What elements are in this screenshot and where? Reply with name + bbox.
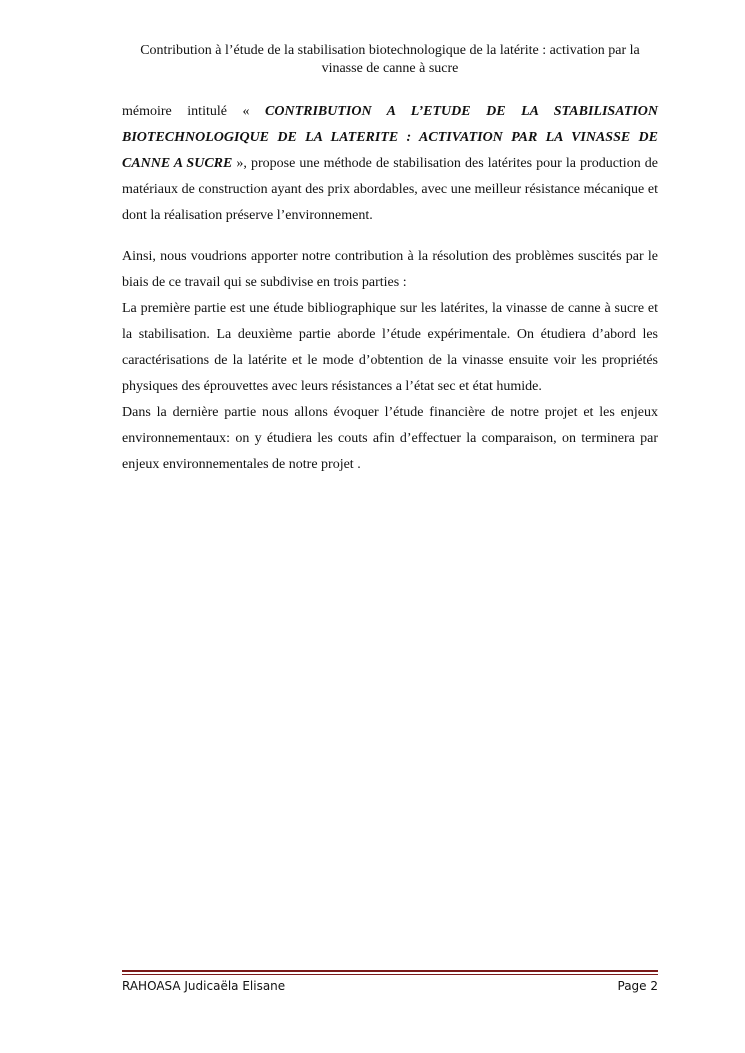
paragraph-contribution: Ainsi, nous voudrions apporter notre contribution à la résolution des problèmes suscités par le biais de ce travail qui se subdivise en trois parties : [122,249,658,290]
paragraph-first-part: La première partie est une étude bibliographique sur les latérites, la vinasse de canne à sucre et la stabilisation. La deuxième partie aborde l’étude expérimentale. On étudiera d’abord les caractérisations de la latérite et le mode d’obtention de la vinasse ensuite voir les propriétés physiques des éprouvettes avec leurs résistances a l’état sec et état humide. [122,301,658,394]
running-header: Contribution à l’étude de la stabilisation biotechnologique de la latérite : activation par la vinasse de canne à sucre [140,43,640,76]
page-number: Page 2 [617,979,658,993]
footer-rule-thin [122,974,658,975]
paragraph-intro [122,99,658,229]
page-footer [122,978,658,994]
footer-author: RAHOASA Judicaëla Elisane [122,979,286,993]
paragraph-last-part: Dans la dernière partie nous allons évoquer l’étude financière de notre projet et les enjeux environnementaux: on y étudiera les couts afin d’effectuer la comparaison, on terminera par enjeux environnementales de notre projet . [122,405,658,472]
thesis-title-emphasis: CONTRIBUTION A L’ETUDE DE LA STABILISATION BIOTECHNOLOGIQUE DE LA LATERITE : ACTIVATION PAR LA VINASSE DE CANNE A SUCRE [122,104,658,171]
footer-rule-thick [122,970,658,972]
intro-text-after: », propose une méthode de stabilisation des latérites pour la production de matériaux de construction ayant des prix abordables, avec une meilleur résistance mécanique et dont la réalisation préserve l’environnement. [122,156,658,223]
document-body [122,99,658,478]
intro-text-before: mémoire intitulé « [122,104,266,119]
